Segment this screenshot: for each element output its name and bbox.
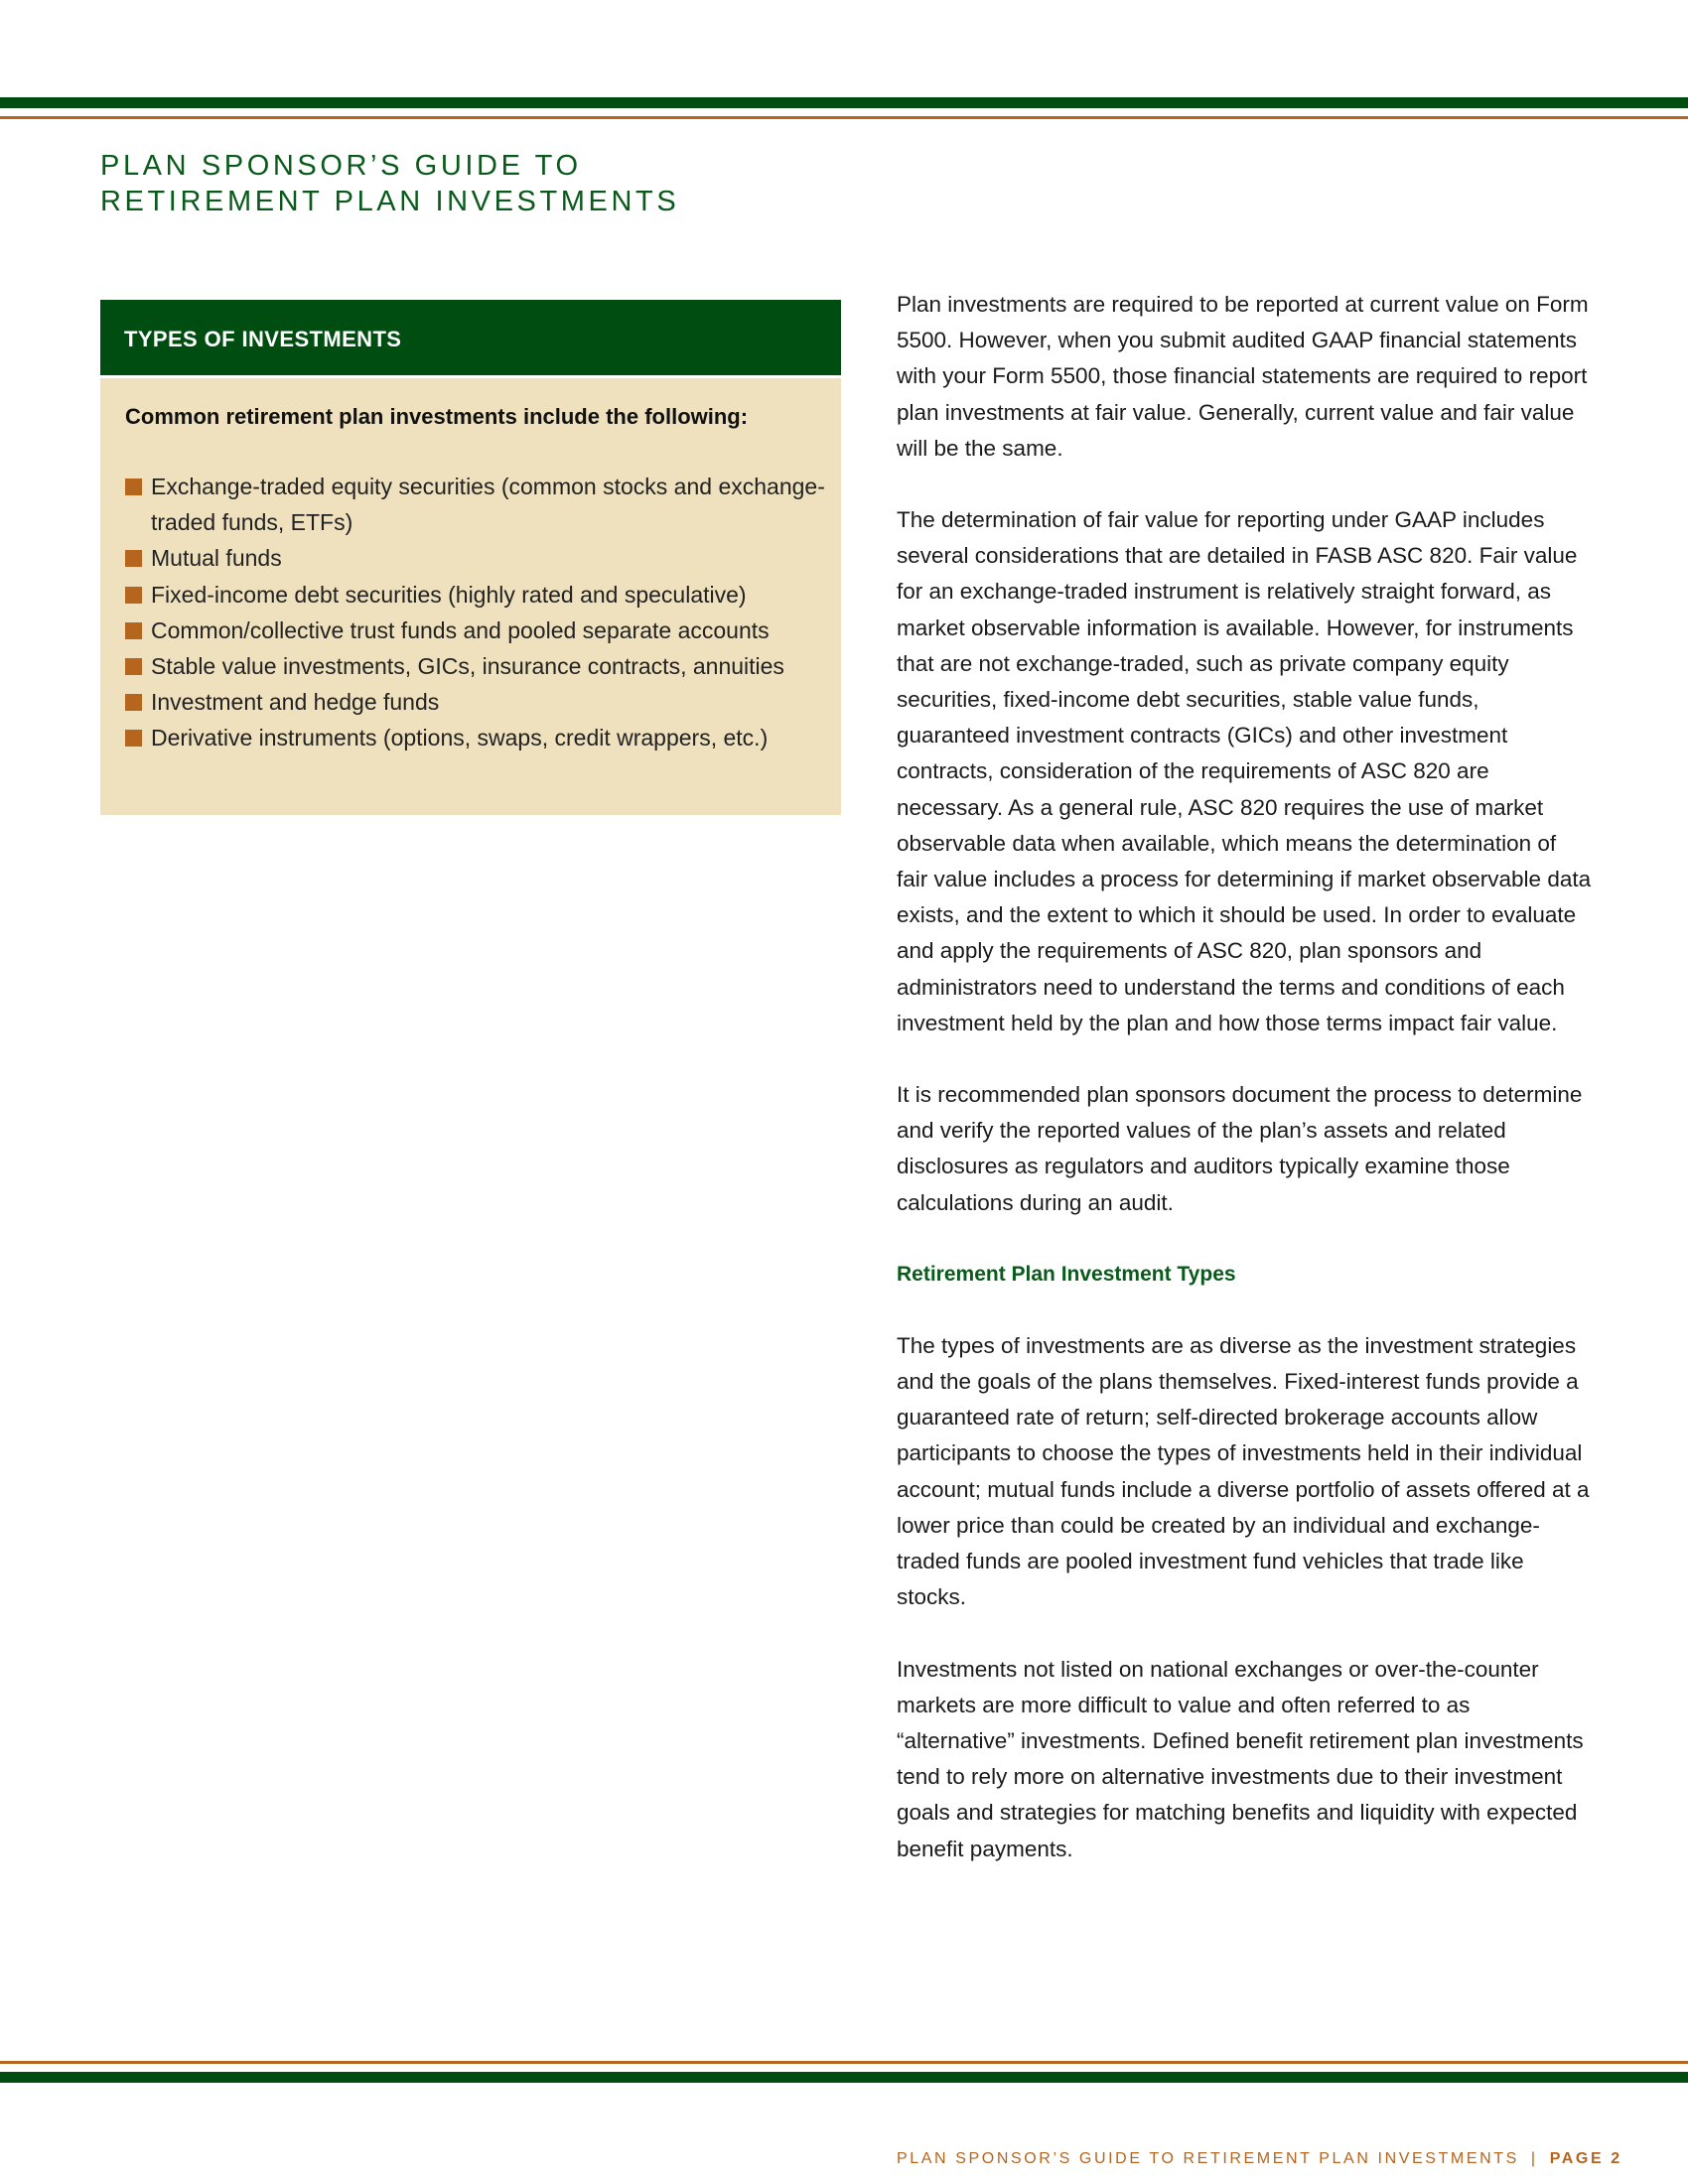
document-title — [100, 148, 679, 219]
list-item — [125, 469, 830, 540]
list-item — [125, 613, 830, 648]
paragraph-investment-types: The types of investments are as diverse as the investment strategies and the goals of the plans themselves. Fixed-interest funds provide a guaranteed rate of return; self-directed brokerage accounts allow participants to choose the types of investments held in their individual account; mutual funds include a diverse portfolio of assets offered at a lower price than could be created by an individual and exchange-traded funds are pooled investment fund vehicles that trade like stocks. — [897, 1332, 1590, 1610]
paragraph-documentation: It is recommended plan sponsors document the process to determine and verify the reported values of the plan’s assets and related disclosures as regulators and auditors typically examine those calculations during an audit. — [897, 1082, 1583, 1215]
paragraph-current-value: Plan investments are required to be reported at current value on Form 5500. However, when you submit audited GAAP financial statements with your Form 5500, those financial statements are required to report plan investments at fair value. Generally, current value and fair value will be the same. — [897, 292, 1589, 461]
list-item-text: Derivative instruments (options, swaps, credit wrappers, etc.) — [151, 725, 769, 751]
footer-separator: | — [1530, 2150, 1538, 2167]
list-item-text: Common/collective trust funds and pooled separate accounts — [151, 616, 770, 643]
document-title-line-2: RETIREMENT PLAN INVESTMENTS — [100, 186, 680, 217]
bottom-rule-orange — [0, 2061, 1688, 2064]
bottom-rule-green — [0, 2072, 1688, 2083]
square-bullet-icon — [125, 694, 142, 711]
square-bullet-icon — [125, 587, 142, 604]
main-text-column — [897, 287, 1592, 1903]
paragraph-fair-value: The determination of fair value for reporting under GAAP includes several considerations that are detailed in FASB ASC 820. Fair value for an exchange-traded instrument is relatively straight forward, as market observable information is available. However, for instruments that are not exchange-traded, such as private company equity securities, fixed-income debt securities, stable value funds, guaranteed investment contracts (GICs) and other investment contracts, consideration of the requirements of ASC 820 are necessary. As a general rule, ASC 820 requires the use of market observable data when available, which means the determination of fair value includes a process for determining if market observable data exists, and the extent to which it should be used. In order to evaluate and apply the requirements of ASC 820, plan sponsors and administrators need to understand the terms and conditions of each investment held by the plan and how those terms impact fair value. — [897, 507, 1592, 1035]
page-footer — [897, 2150, 1622, 2168]
list-item — [125, 720, 830, 755]
page-number: PAGE 2 — [1549, 2150, 1622, 2167]
list-item-text: Investment and hedge funds — [151, 689, 440, 716]
investment-types-list — [125, 469, 830, 756]
square-bullet-icon — [125, 478, 142, 495]
sidebar-heading: TYPES OF INVESTMENTS — [100, 300, 841, 378]
paragraph-alternative-investments: Investments not listed on national exchanges or over-the-counter markets are more difficult to value and often referred to as “alternative” investments. Defined benefit retirement plan investments tend to rely more on alternative investments due to their investment goals and strategies for matching benefits and liquidity with expected benefit payments. — [897, 1656, 1584, 1861]
document-title-line-1: PLAN SPONSOR’S GUIDE TO — [100, 150, 582, 182]
list-item — [125, 577, 830, 613]
list-item-text: Fixed-income debt securities (highly rated and speculative) — [151, 581, 747, 608]
list-item — [125, 648, 830, 684]
footer-document-name: PLAN SPONSOR’S GUIDE TO RETIREMENT PLAN INVESTMENTS — [897, 2150, 1519, 2167]
top-rule-orange — [0, 116, 1688, 119]
section-subheading: Retirement Plan Investment Types — [897, 1262, 1236, 1286]
square-bullet-icon — [125, 550, 142, 567]
list-item-text: Exchange-traded equity securities (common stocks and exchange-traded funds, ETFs) — [151, 474, 825, 536]
list-item — [125, 684, 830, 720]
square-bullet-icon — [125, 658, 142, 675]
list-item-text: Mutual funds — [151, 545, 282, 572]
square-bullet-icon — [125, 730, 142, 747]
top-rule-green — [0, 97, 1688, 108]
square-bullet-icon — [125, 622, 142, 639]
types-of-investments-sidebar — [100, 300, 841, 815]
list-item-text: Stable value investments, GICs, insurance contracts, annuities — [151, 653, 784, 680]
list-item — [125, 540, 830, 576]
sidebar-intro: Common retirement plan investments include the following: — [125, 404, 749, 429]
